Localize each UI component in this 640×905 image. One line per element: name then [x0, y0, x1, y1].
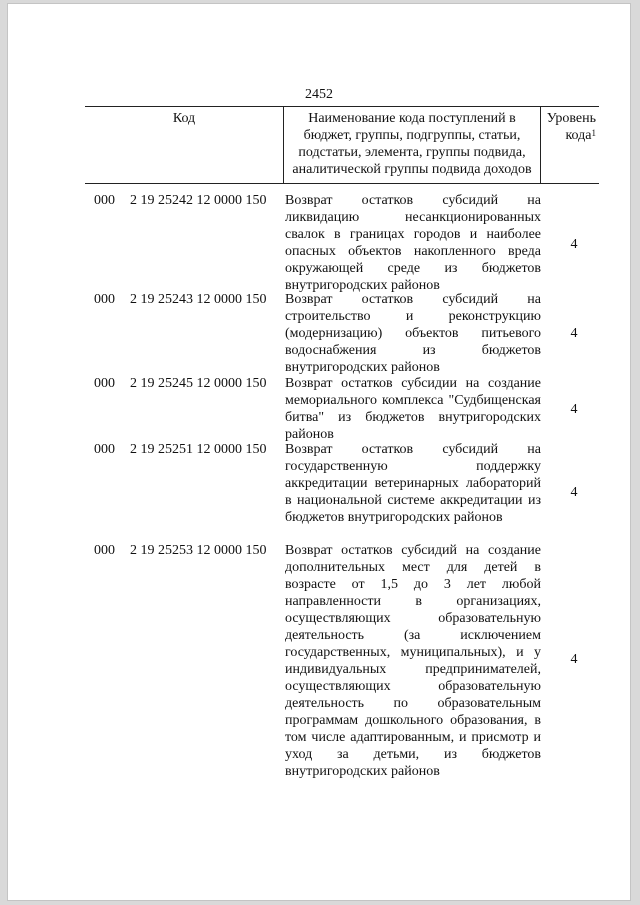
income-description: Возврат остатков субсидий на государственную поддержку аккредитации ветеринарных лабораторий в национальной системе аккредитации из бюджетов внутригородских районов	[285, 442, 541, 525]
header-code: Код	[172, 111, 196, 126]
header-level-label: Уровень кода	[546, 111, 596, 143]
income-description: Возврат остатков субсидий на ликвидацию несанкционированных свалок в границах городов и наиболее опасных объектов накопленного вреда окружающей среде из бюджетов внутригородских районов	[285, 193, 541, 293]
header-level	[541, 107, 599, 183]
income-description: Возврат остатков субсидий на строительство и реконструкцию (модернизацию) объектов питьевого водоснабжения из бюджетов внутригородских районов	[285, 292, 541, 375]
code-level: 4	[570, 402, 578, 417]
admin-code: 000	[94, 543, 115, 558]
income-description: Возврат остатков субсидий на создание дополнительных мест для детей в возрасте от 1,5 до 3 лет любой направленности в организациях, осуществляющих образовательную деятельность (за исключением государственных, муниципальных), и у индивидуальных предпринимателей, осуществляющих образовательную деятельность по образовательным программам дошкольного образования, в том числе адаптированным, и присмотр и уход за детьми, из бюджетов внутригородских районов	[285, 543, 541, 779]
document-page	[8, 4, 630, 900]
code-level: 4	[570, 326, 578, 341]
income-code: 2 19 25242 12 0000 150	[130, 193, 267, 208]
income-code: 2 19 25251 12 0000 150	[130, 442, 267, 457]
page-number: 2452	[305, 87, 333, 102]
code-level: 4	[570, 237, 578, 252]
admin-code: 000	[94, 442, 115, 457]
code-level: 4	[570, 652, 578, 667]
income-description: Возврат остатков субсидии на создание мемориального комплекса "Судбищенская битва" из бюджетов внутригородских районов	[285, 376, 541, 442]
admin-code: 000	[94, 193, 115, 208]
code-level: 4	[570, 485, 578, 500]
admin-code: 000	[94, 376, 115, 391]
income-code: 2 19 25243 12 0000 150	[130, 292, 267, 307]
income-code: 2 19 25253 12 0000 150	[130, 543, 267, 558]
income-code: 2 19 25245 12 0000 150	[130, 376, 267, 391]
header-name: Наименование кода поступлений в бюджет, группы, подгруппы, статьи, подстатьи, элемента, группы подвида, аналитической группы подвида доходов	[283, 107, 541, 183]
table-header	[85, 106, 599, 184]
admin-code: 000	[94, 292, 115, 307]
footnote-marker: 1	[591, 128, 596, 138]
